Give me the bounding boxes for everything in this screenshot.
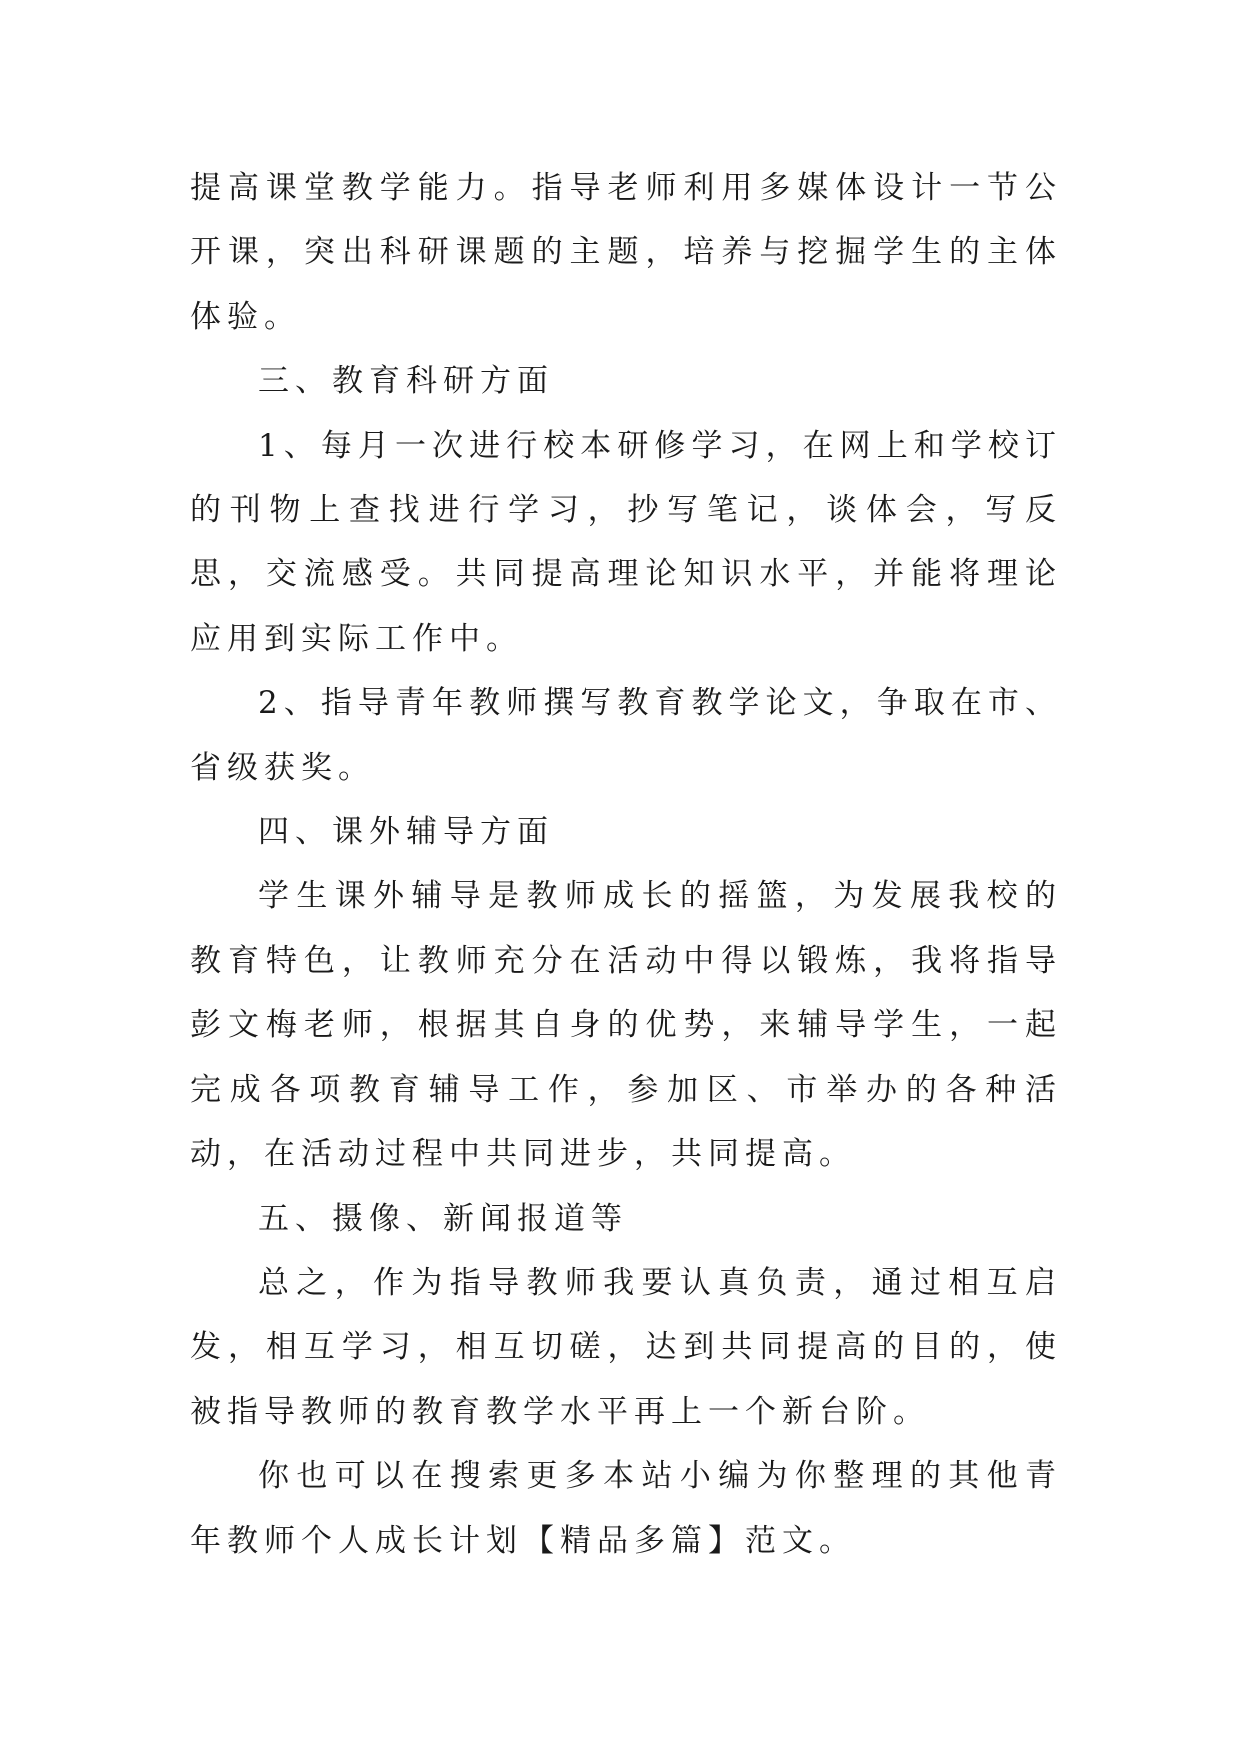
- document-body: [190, 156, 1062, 1573]
- paragraph-research-item-1: 1、每月一次进行校本研修学习，在网上和学校订的刊物上查找进行学习，抄写笔记，谈体会，写反思，交流感受。共同提高理论知识水平，并能将理论应用到实际工作中。: [190, 427, 1062, 657]
- paragraph-footer-note: 你也可以在搜索更多本站小编为你整理的其他青年教师个人成长计划【精品多篇】范文。: [190, 1458, 1062, 1559]
- section-heading-tutoring: 四、课外辅导方面: [258, 814, 554, 851]
- section-heading-research: 三、教育科研方面: [258, 363, 554, 400]
- paragraph-research-item-2: 2、指导青年教师撰写教育教学论文，争取在市、省级获奖。: [190, 685, 1062, 786]
- paragraph-summary: 总之，作为指导教师我要认真负责，通过相互启发，相互学习，相互切磋，达到共同提高的目的，使被指导教师的教育教学水平再上一个新台阶。: [190, 1264, 1062, 1430]
- section-heading-media: 五、摄像、新闻报道等: [258, 1200, 628, 1237]
- paragraph-continued: 提高课堂教学能力。指导老师利用多媒体设计一节公开课，突出科研课题的主题，培养与挖掘学生的主体体验。: [190, 170, 1062, 335]
- paragraph-tutoring: 学生课外辅导是教师成长的摇篮，为发展我校的教育特色，让教师充分在活动中得以锻炼，我将指导彭文梅老师，根据其自身的优势，来辅导学生，一起完成各项教育辅导工作，参加区、市举办的各种活动，在活动过程中共同进步，共同提高。: [190, 878, 1062, 1173]
